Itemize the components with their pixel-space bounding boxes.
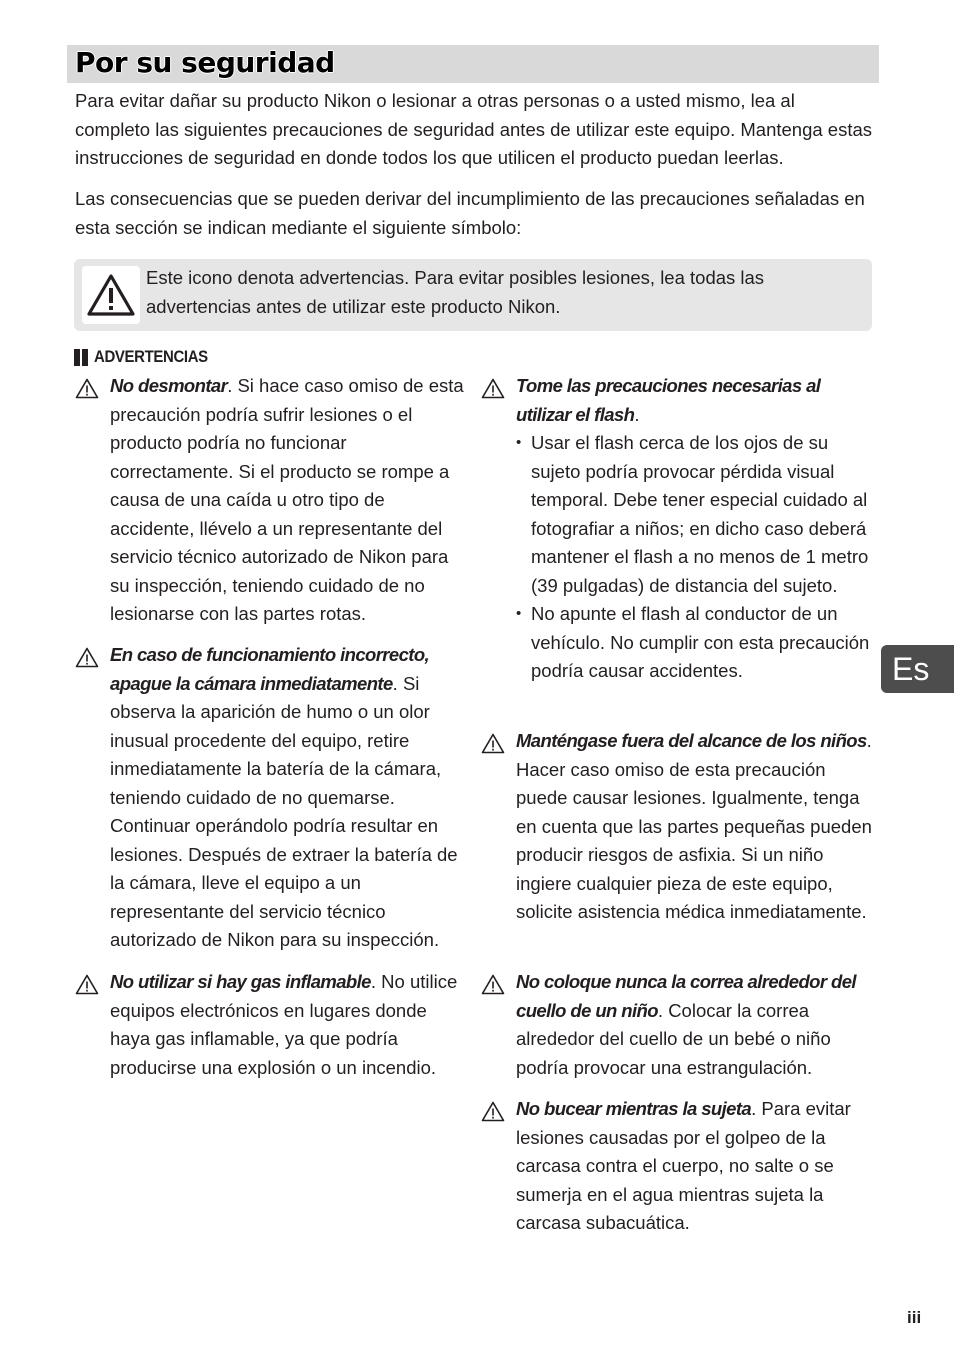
warning-item-text: . Hacer caso omiso de esta precaución puede causar lesiones. Igualmente, tenga en cuenta que las partes pequeñas pueden producir riesgos de asfixia. Si un niño ingiere cualquier pieza de este equipo, solicite asistencia médica inmediatamente. bbox=[516, 730, 872, 922]
warning-triangle-icon bbox=[481, 974, 505, 995]
warning-item-text: . No utilice equipos electrónicos en lugares donde haya gas inflamable, ya que podría producirse una explosión o un incendio. bbox=[110, 971, 458, 1078]
language-tab bbox=[881, 645, 954, 693]
warning-item bbox=[481, 372, 875, 686]
page-number: iii bbox=[907, 1308, 922, 1327]
section-heading bbox=[74, 345, 223, 369]
warning-item-title: En caso de funcionamiento incorrecto, apague la cámara inmediatamente bbox=[110, 644, 430, 694]
bullet-item: • No apunte el flash al conductor de un vehículo. No cumplir con esta precaución podría causar accidentes. bbox=[516, 600, 875, 686]
warning-item bbox=[481, 968, 875, 1082]
language-tab-label: Es bbox=[892, 651, 930, 687]
warning-item-title: Manténgase fuera del alcance de los niños bbox=[516, 730, 867, 751]
intro-paragraph-1: Para evitar dañar su producto Nikon o lesionar a otras personas o a usted mismo, lea al completo las siguientes precauciones de seguridad antes de utilizar este equipo. Mantenga estas instrucciones de seguridad en donde todos los que utilicen el producto puedan leerlas. bbox=[75, 90, 873, 168]
warning-item bbox=[481, 1095, 875, 1238]
warning-triangle-icon bbox=[75, 974, 99, 995]
warning-triangle-icon bbox=[75, 378, 99, 399]
warning-item bbox=[75, 372, 467, 629]
page-title: Por su seguridad bbox=[75, 46, 335, 79]
warning-item-title: Tome las precauciones necesarias al utilizar el flash bbox=[516, 375, 821, 425]
warning-item-text: . Si hace caso omiso de esta precaución podría sufrir lesiones o el producto podría no funcionar correctamente. Si el producto se rompe a causa de una caída u otro tipo de accidente, llévelo a un representante del servicio técnico autorizado de Nikon para su inspección, teniendo cuidado de no lesionarse con las partes rotas. bbox=[110, 375, 464, 624]
warning-triangle-icon bbox=[481, 733, 505, 754]
warning-item-text: . bbox=[634, 403, 640, 425]
bullet-item: • Usar el flash cerca de los ojos de su sujeto podría provocar pérdida visual temporal. Debe tener especial cuidado al fotografiar a niños; en dicho caso deberá mantener el flash a no menos de 1 metro (39 pulgadas) de distancia del sujeto. bbox=[516, 429, 875, 600]
warning-item-title: No utilizar si hay gas inflamable bbox=[110, 971, 371, 992]
warning-triangle-icon bbox=[75, 647, 99, 668]
warning-item bbox=[75, 641, 467, 955]
warning-legend-box bbox=[74, 259, 872, 331]
warning-item-text: . Para evitar lesiones causadas por el golpeo de la carcasa contra el cuerpo, no salte o se sumerja en el agua mientras sujeta la carcasa subacuática. bbox=[516, 1098, 851, 1233]
page-title-bar bbox=[67, 45, 879, 83]
warning-item-text: . Colocar la correa alrededor del cuello de un bebé o niño podría provocar una estrangulación. bbox=[516, 999, 831, 1078]
warning-item bbox=[481, 727, 875, 927]
warning-item-text: . Si observa la aparición de humo o un olor inusual procedente del equipo, retire inmediatamente la batería de la cámara, teniendo cuidado de no quemarse. Continuar operándolo podría resultar en lesiones. Después de extraer la batería de la cámara, lleve el equipo a un representante del servicio técnico autorizado de Nikon para su inspección. bbox=[110, 672, 458, 950]
section-marker bbox=[82, 349, 88, 366]
warning-item-title: No coloque nunca la correa alrededor del cuello de un niño bbox=[516, 971, 856, 1021]
warning-item bbox=[75, 968, 467, 1082]
section-marker bbox=[74, 349, 80, 366]
intro-paragraph-2: Las consecuencias que se pueden derivar del incumplimiento de las precauciones señaladas en esta sección se indican mediante el siguiente símbolo: bbox=[75, 188, 865, 238]
bullet-list bbox=[516, 429, 875, 686]
section-title: ADVERTENCIAS bbox=[94, 347, 208, 366]
warning-triangle-icon bbox=[82, 266, 140, 324]
warning-triangle-icon bbox=[481, 1101, 505, 1122]
warning-legend-text: Este icono denota advertencias. Para evitar posibles lesiones, lea todas las advertencias antes de utilizar este producto Nikon. bbox=[146, 267, 765, 317]
warning-item-title: No desmontar bbox=[110, 375, 228, 396]
warning-triangle-icon bbox=[481, 378, 505, 399]
warning-item-title: No bucear mientras la sujeta bbox=[516, 1098, 752, 1119]
